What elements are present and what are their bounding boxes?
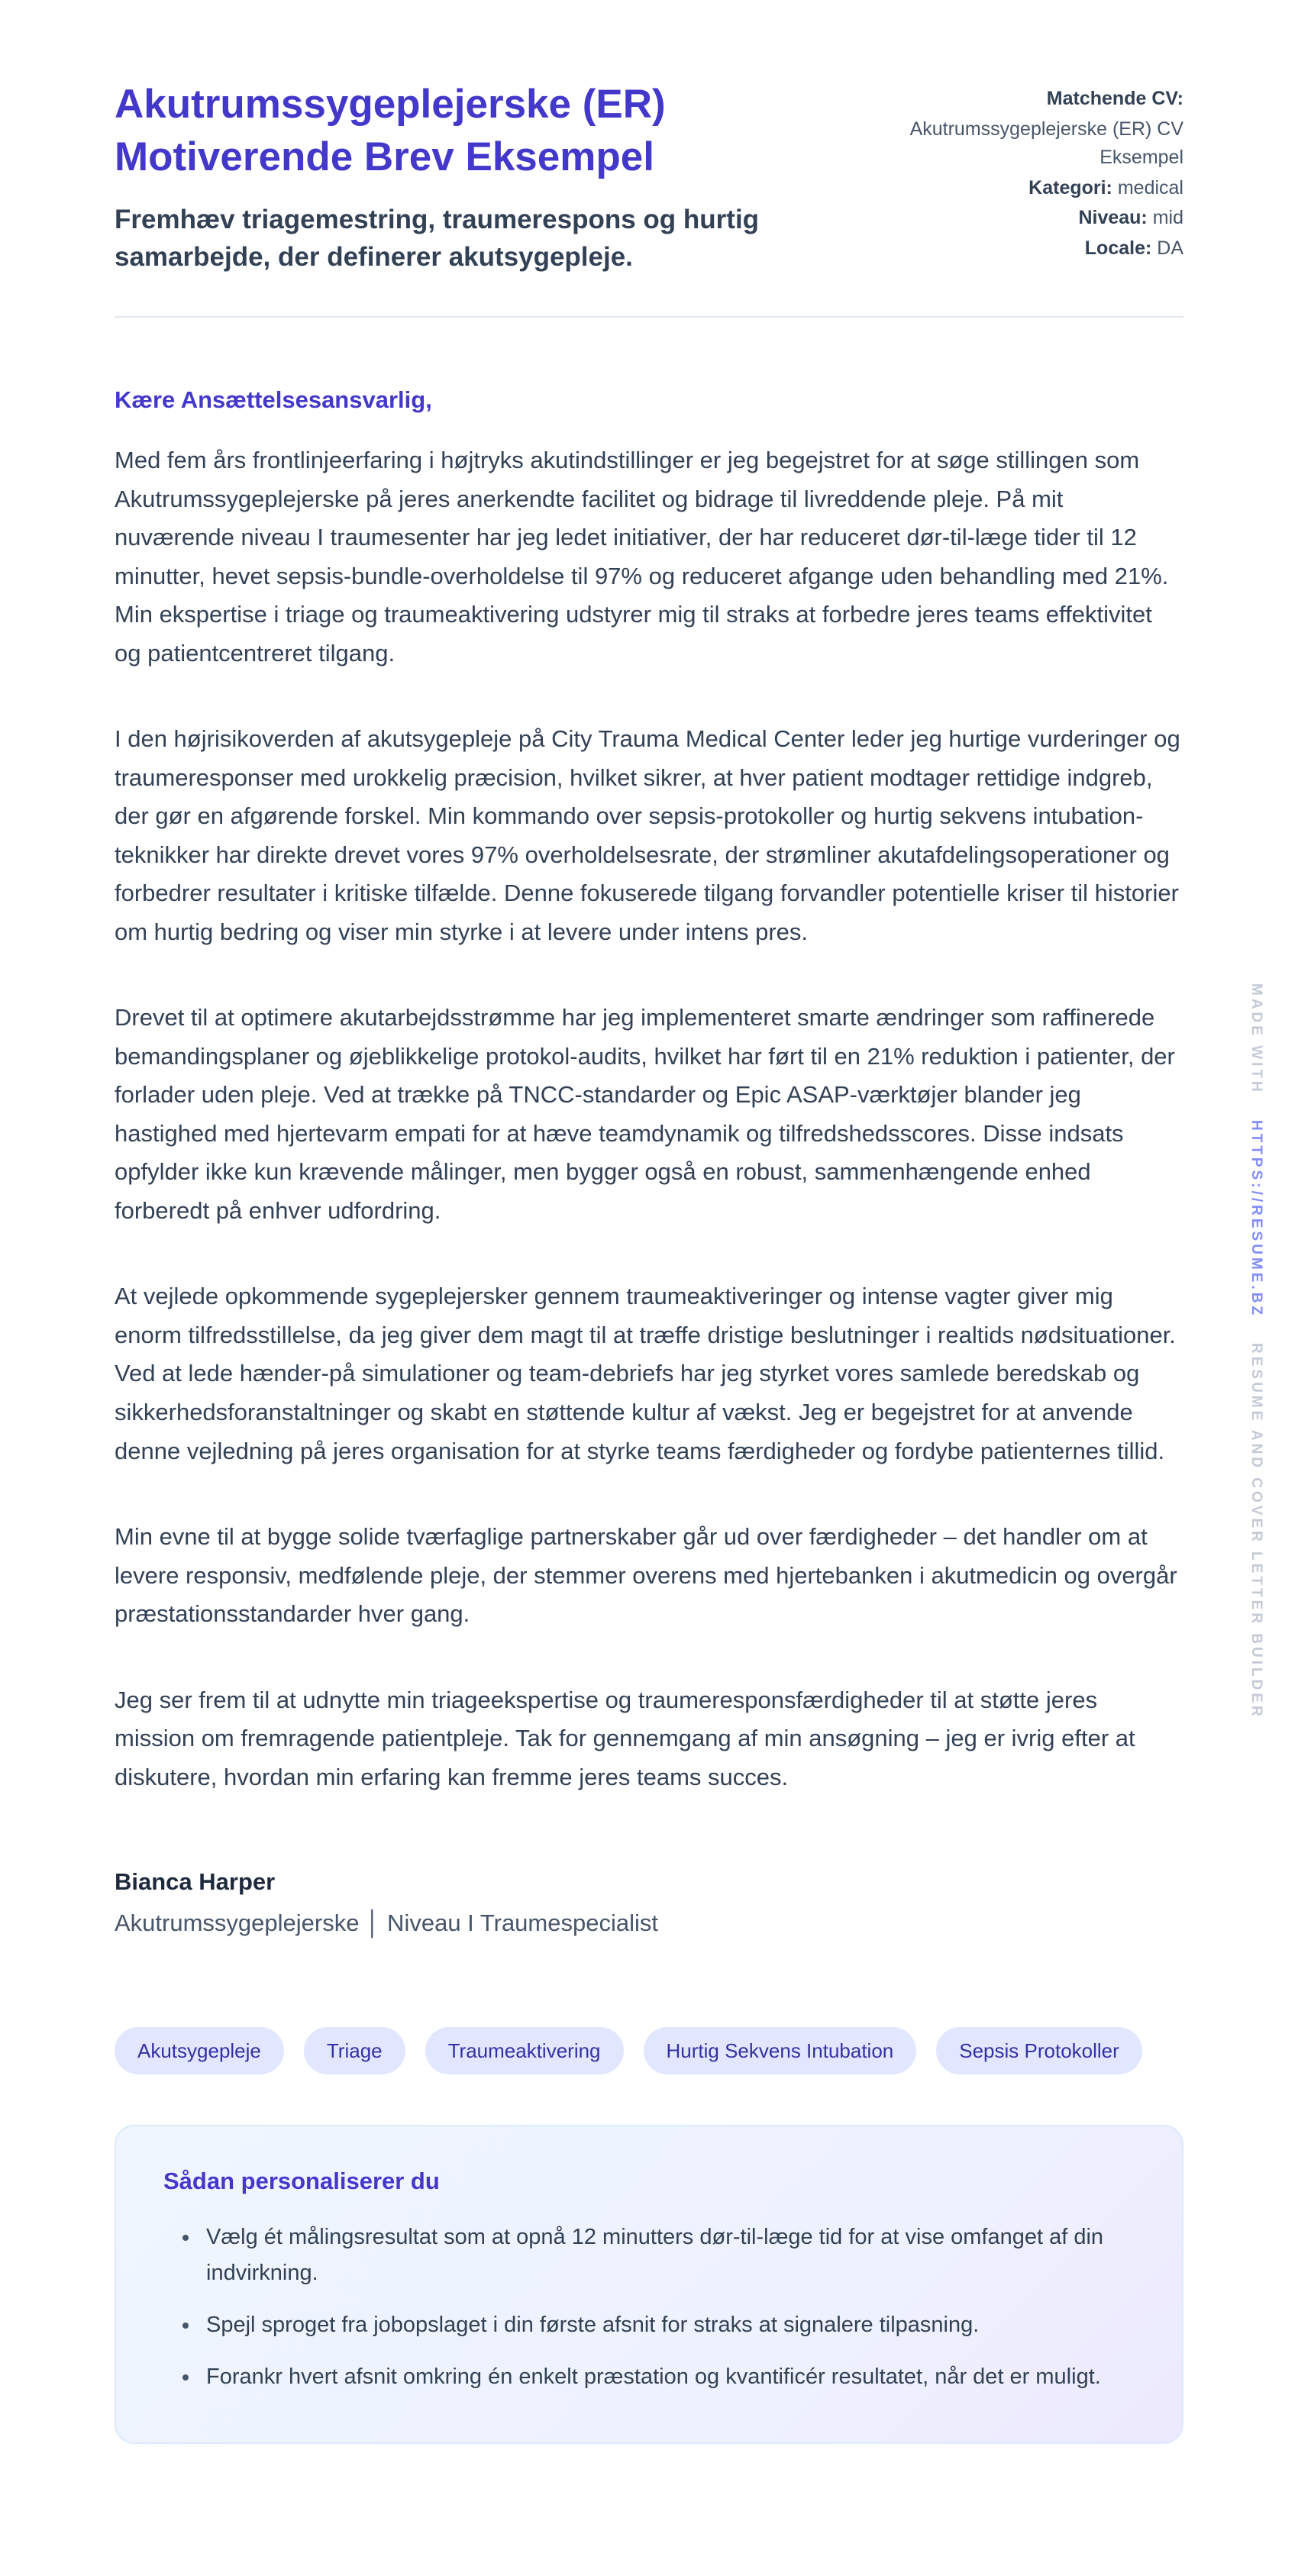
page-title: [115, 79, 832, 184]
meta-level-row: [899, 204, 1183, 233]
skill-tag-triage: Triage: [304, 2027, 405, 2074]
meta-category-value: medical: [1117, 176, 1183, 199]
meta-panel: [899, 79, 1183, 263]
meta-locale-value: DA: [1157, 237, 1183, 259]
skill-tag-sepsis-protokoller: Sepsis Protokoller: [936, 2027, 1142, 2074]
page-subtitle: Fremhæv triagemestring, traumerespons og hurtig samarbejde, der definerer akutsygepleje.: [115, 204, 760, 273]
tips-list: [163, 2219, 1135, 2395]
signature-title: Akutrumssygeplejerske │ Niveau I Traumespecialist: [115, 1909, 658, 1937]
meta-matching-cv-value: Akutrumssygeplejerske (ER) CV Eksempel: [909, 118, 1183, 168]
watermark-link[interactable]: HTTPS://RESUME.BZ: [1248, 1120, 1264, 1319]
letter-greeting: Kære Ansættelsesansvarlig,: [115, 386, 432, 414]
letter-body: [115, 386, 1183, 1937]
meta-matching-cv-label: Matchende CV:: [1046, 88, 1183, 109]
meta-category-label: Kategori:: [1028, 176, 1112, 199]
page-header: [115, 79, 1183, 276]
skill-tags: [115, 2027, 1183, 2074]
skill-tag-hurtig-sekvens-intubation: Hurtig Sekvens Intubation: [644, 2027, 917, 2074]
meta-level-value: mid: [1152, 207, 1183, 228]
tip-item-1: • Vælg ét målingsresultat som at opnå 12 minutters dør-til-læge tid for at vise omfanget af din indvirkning.: [200, 2219, 1135, 2290]
meta-locale-row: [899, 234, 1183, 263]
meta-locale-label: Locale:: [1084, 237, 1152, 259]
watermark-prefix: MADE WITH: [1248, 983, 1264, 1095]
page-title-line-1: Akutrumssygeplejerske (ER): [115, 82, 666, 127]
letter-paragraph-6: Jeg ser frem til at udnytte min triageekspertise og traumeresponsfærdigheder til at støtte jeres mission om fremragende patientpleje. Tak for gennemgang af min ansøgning – jeg er ivrig efter at diskutere, hvordan min erfaring kan fremme jeres teams succes.: [115, 1686, 1135, 1790]
watermark-suffix: RESUME AND COVER LETTER BUILDER: [1248, 1343, 1264, 1720]
tips-title: Sådan personaliserer du: [163, 2168, 440, 2195]
skill-tag-akutsygepleje: Akutsygepleje: [115, 2027, 284, 2074]
signature-name: Bianca Harper: [115, 1868, 276, 1896]
page-title-line-2: Motiverende Brev Eksempel: [115, 134, 654, 179]
meta-category-row: [899, 174, 1183, 203]
header-divider: [115, 316, 1183, 318]
letter-paragraph-1: Med fem års frontlinjeerfaring i højtryks akutindstillinger er jeg begejstret for at søge stillingen som Akutrumssygeplejerske på jeres anerkendte facilitet og bidrage til livreddende pleje. På mit nuværende niveau I traumesenter har jeg ledet initiativer, der har reduceret dør-til-læge tider til 12 minutter, hevet sepsis-bundle-overholdelse til 97% og reduceret afgange uden behandling med 21%. Min ekspertise i triage og traumeaktivering udstyrer mig til straks at forbedre jeres teams effektivitet og patientcentreret tilgang.: [115, 447, 1169, 667]
letter-paragraph-3: Drevet til at optimere akutarbejdsstrømme har jeg implementeret smarte ændringer som raffinerede bemandingsplaner og øjeblikkelige protokol-audits, hvilket har ført til en 21% reduktion i patienter, der forlader uden pleje. Ved at trække på TNCC-standarder og Epic ASAP-værktøjer blander jeg hastighed med hjertevarm empati for at hæve teamdynamik og tilfredshedsscores. Disse indsats opfylder ikke kun krævende målinger, men bygger også en robust, sammenhængende enhed forberedt på enhver udfordring.: [115, 1004, 1175, 1224]
tip-item-3: • Forankr hvert afsnit omkring én enkelt præstation og kvantificér resultatet, når det er muligt.: [200, 2359, 1135, 2394]
letter-paragraph-4: At vejlede opkommende sygeplejersker gennem traumeaktiveringer og intense vagter giver mig enorm tilfredsstillelse, da jeg giver dem magt til at træffe dristige beslutninger i realtids nødsituationer. Ved at lede hænder-på simulationer og team-debriefs har jeg styrket vores samlede beredskab og sikkerhedsforanstaltninger og skabt en støttende kultur af vækst. Jeg er begejstret for at anvende denne vejledning på jeres organisation for at styrke teams færdigheder og fordybe patienternes tillid.: [115, 1283, 1176, 1464]
personalization-tips-box: [115, 2125, 1183, 2444]
skill-tag-traumeaktivering: Traumeaktivering: [425, 2027, 624, 2074]
letter-paragraph-2: I den højrisikoverden af akutsygepleje på City Trauma Medical Center leder jeg hurtige vurderinger og traumeresponser med urokkelig præcision, hvilket sikrer, at hver patient modtager rettidige indgreb, der gør en afgørende forskel. Min kommando over sepsis-protokoller og hurtig sekvens intubation-teknikker har direkte drevet vores 97% overholdelsesrate, der strømliner akutafdelingsoperationer og forbedrer resultater i kritiske tilfælde. Denne fokuserede tilgang forvandler potentielle kriser til historier om hurtig bedring og viser min styrke i at levere under intens pres.: [115, 725, 1180, 945]
meta-level-label: Niveau:: [1078, 207, 1148, 228]
made-with-watermark: [1248, 976, 1264, 1727]
letter-paragraph-5: Min evne til at bygge solide tværfaglige partnerskaber går ud over færdigheder – det handler om at levere responsiv, medfølende pleje, der stemmer overens med hjertebanken i akutmedicin og overgår præstationsstandarder hver gang.: [115, 1523, 1177, 1628]
tip-item-2: • Spejl sproget fra jobopslaget i din første afsnit for straks at signalere tilpasning.: [200, 2307, 1135, 2342]
header-title-block: [115, 79, 832, 276]
